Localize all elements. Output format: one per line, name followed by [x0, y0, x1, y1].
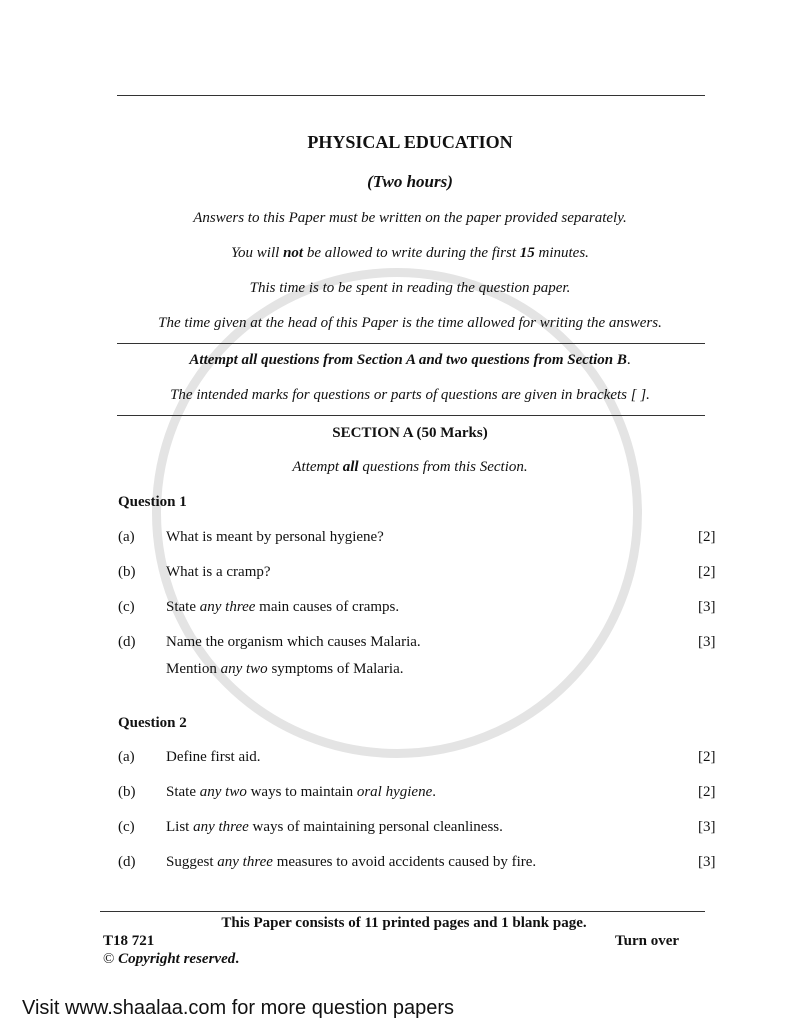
item-label: (a) — [118, 749, 135, 765]
attempt-instruction: Attempt all questions from Section A and two questions from Section B. — [189, 352, 631, 368]
question-title: Question 2 — [118, 715, 187, 731]
question-text: Name the organism which causes Malaria. — [166, 634, 421, 650]
instruction: This time is to be spent in reading the question paper. — [249, 280, 571, 296]
divider — [117, 343, 705, 344]
divider — [117, 95, 705, 96]
section-note: Attempt all questions from this Section. — [292, 459, 528, 475]
question-text: Mention any two symptoms of Malaria. — [166, 661, 404, 677]
marks: [3] — [698, 854, 716, 870]
section-title: SECTION A (50 Marks) — [332, 425, 488, 441]
item-label: (a) — [118, 529, 135, 545]
item-label: (d) — [118, 854, 136, 870]
page-count: This Paper consists of 11 printed pages and 1 blank page. — [221, 915, 587, 931]
marks: [2] — [698, 529, 716, 545]
instruction: You will not be allowed to write during the first 15 minutes. — [231, 245, 589, 261]
marks: [2] — [698, 564, 716, 580]
question-text: What is a cramp? — [166, 564, 271, 580]
marks: [3] — [698, 634, 716, 650]
question-text: List any three ways of maintaining personal cleanliness. — [166, 819, 503, 835]
copyright: © Copyright reserved. — [103, 951, 239, 967]
item-label: (b) — [118, 784, 136, 800]
question-text: State any three main causes of cramps. — [166, 599, 400, 615]
question-text: Define first aid. — [166, 749, 261, 765]
instruction: The time given at the head of this Paper is the time allowed for writing the answers. — [158, 315, 662, 331]
question-title: Question 1 — [118, 494, 187, 510]
divider — [117, 415, 705, 416]
item-label: (d) — [118, 634, 136, 650]
marks: [2] — [698, 749, 716, 765]
paper-code: T18 721 — [103, 933, 155, 949]
question-text: What is meant by personal hygiene? — [166, 529, 384, 545]
footer-divider — [100, 911, 705, 912]
marks: [3] — [698, 599, 716, 615]
item-label: (c) — [118, 819, 135, 835]
marks: [3] — [698, 819, 716, 835]
item-label: (b) — [118, 564, 136, 580]
marks-note: The intended marks for questions or parts of questions are given in brackets [ ]. — [170, 387, 650, 403]
question-text: State any two ways to maintain oral hygiene. — [166, 784, 436, 800]
marks: [2] — [698, 784, 716, 800]
watermark-circle — [152, 268, 642, 758]
duration: (Two hours) — [367, 172, 453, 191]
turn-over: Turn over — [615, 933, 680, 949]
page-title: PHYSICAL EDUCATION — [307, 132, 513, 152]
item-label: (c) — [118, 599, 135, 615]
instruction: Answers to this Paper must be written on the paper provided separately. — [193, 210, 627, 226]
visit-link[interactable]: Visit www.shaalaa.com for more question papers — [22, 997, 455, 1019]
question-text: Suggest any three measures to avoid accidents caused by fire. — [166, 854, 537, 870]
